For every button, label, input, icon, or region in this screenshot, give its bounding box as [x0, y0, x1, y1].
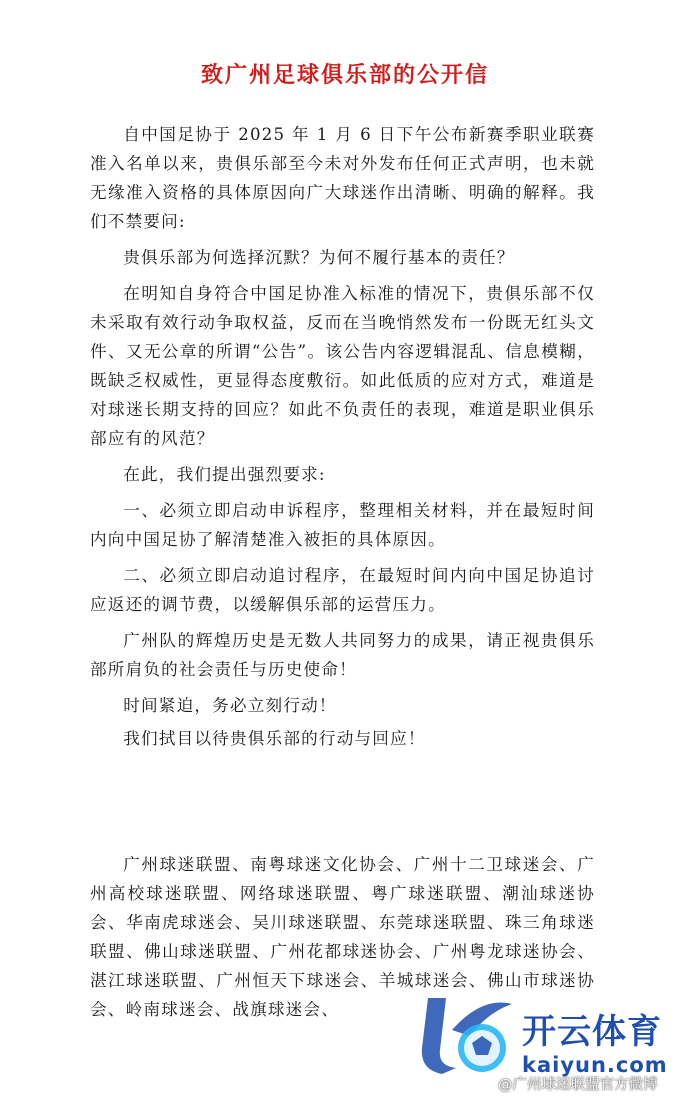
paragraph-history: 广州队的辉煌历史是无数人共同努力的成果，请正视贵俱乐部所肩负的社会责任与历史使命！ — [90, 631, 595, 679]
paragraph-criticism: 在明知自身符合中国足协准入标准的情况下，贵俱乐部不仅未采取有效行动争取权益，反而在当晚悄然发布一份既无红头文件、又无公章的所谓“公告”。该公告内容逻辑混乱、信息模糊，既缺乏权威性，更显得态度敷衍。如此低质的应对方式，难道是对球迷长期支持的回应？如此不负责任的表现，难道是职业俱乐部应有的风范？ — [90, 284, 595, 448]
paragraph-closing: 我们拭目以待贵俱乐部的行动与回应！ — [123, 729, 426, 748]
signatory-list: 广州球迷联盟、南粤球迷文化协会、广州十二卫球迷会、广州高校球迷联盟、网络球迷联盟、粤广球迷联盟、潮汕球迷协会、华南虎球迷会、吴川球迷联盟、东莞球迷联盟、珠三角球迷联盟、佛山球迷联盟、广州花都球迷协会、广州粤龙球迷协会、湛江球迷联盟、广州恒天下球迷会、羊城球迷会、佛山市球迷协会、岭南球迷会、战旗球迷会、 — [90, 855, 595, 1019]
paragraph-intro: 自中国足协于 2025 年 1 月 6 日下午公布新赛季职业联赛准入名单以来，贵俱乐部至今未对外发布任何正式声明，也未就无缘准入资格的具体原因向广大球迷作出清晰、明确的解释。我们不禁要问: — [90, 125, 595, 231]
paragraph-urgency: 时间紧迫，务必立刻行动！ — [123, 696, 337, 715]
kaiyun-logo-icon — [412, 990, 522, 1082]
weibo-handle: @广州球迷联盟官方微博 — [498, 1077, 658, 1093]
watermark-brand: 开云体育 — [522, 1012, 662, 1052]
paragraph-demands-intro: 在此，我们提出强烈要求: — [123, 465, 326, 484]
letter-body — [90, 120, 595, 757]
paragraph-question: 贵俱乐部为何选择沉默？为何不履行基本的责任？ — [123, 248, 515, 267]
watermark-domain: kaiyun.com — [522, 1053, 668, 1077]
paragraph-demand-1: 一、必须立即启动申诉程序，整理相关材料，并在最短时间内向中国足协了解清楚准入被拒的具体原因。 — [90, 501, 595, 549]
paragraph-demand-2: 二、必须立即启动追讨程序，在最短时间内向中国足协追讨应返还的调节费，以缓解俱乐部的运营压力。 — [90, 566, 595, 614]
letter-title: 致广州足球俱乐部的公开信 — [200, 63, 489, 88]
